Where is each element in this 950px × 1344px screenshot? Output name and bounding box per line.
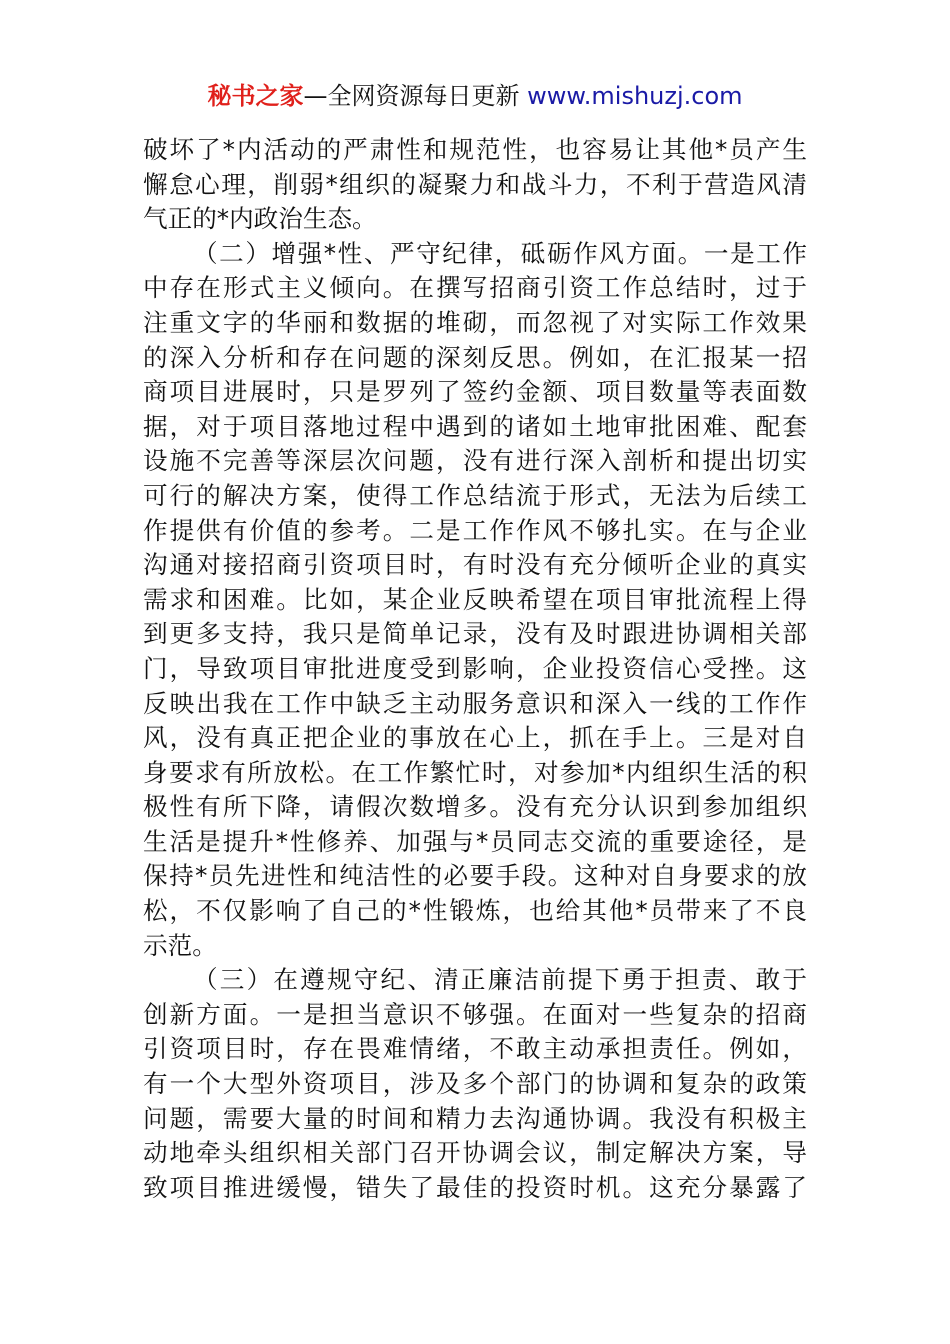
text-line: 作提供有价值的参考。二是工作作风不够扎实。在与企业 xyxy=(143,515,807,545)
text-line: 示范。 xyxy=(143,930,217,960)
text-line: 注重文字的华丽和数据的堆砌，而忽视了对实际工作效果 xyxy=(143,307,807,337)
text-line: 到更多支持，我只是简单记录，没有及时跟进协调相关部 xyxy=(143,619,807,649)
section-heading-line: （二）增强*性、严守纪律，砥砺作风方面。一是工作 xyxy=(193,238,807,268)
text-line: 极性有所下降，请假次数增多。没有充分认识到参加组织 xyxy=(143,792,807,822)
site-url-link[interactable]: www.mishuzj.com xyxy=(527,82,743,110)
text-line: 保持*员先进性和纯洁性的必要手段。这种对自身要求的放 xyxy=(143,861,807,891)
text-line: 风，没有真正把企业的事放在心上，抓在手上。三是对自 xyxy=(143,723,807,753)
text-line: 有一个大型外资项目，涉及多个部门的协调和复杂的政策 xyxy=(143,1069,807,1099)
text-line: 致项目推进缓慢，错失了最佳的投资时机。这充分暴露了 xyxy=(143,1172,807,1202)
text-line: 反映出我在工作中缺乏主动服务意识和深入一线的工作作 xyxy=(143,688,807,718)
section-heading-line: （三）在遵规守纪、清正廉洁前提下勇于担责、敢于 xyxy=(193,965,807,995)
text-line: 需求和困难。比如，某企业反映希望在项目审批流程上得 xyxy=(143,584,807,614)
text-line: 懈怠心理，削弱*组织的凝聚力和战斗力，不利于营造风清 xyxy=(143,169,807,199)
text-line: 门，导致项目审批进度受到影响，企业投资信心受挫。这 xyxy=(143,653,807,683)
site-tagline: —全网资源每日更新 xyxy=(303,82,520,110)
text-line: 气正的*内政治生态。 xyxy=(143,204,377,234)
text-line: 的深入分析和存在问题的深刻反思。例如，在汇报某一招 xyxy=(143,342,807,372)
text-line: 商项目进展时，只是罗列了签约金额、项目数量等表面数 xyxy=(143,377,807,407)
text-line: 据，对于项目落地过程中遇到的诸如土地审批困难、配套 xyxy=(143,411,807,441)
text-line: 引资项目时，存在畏难情绪，不敢主动承担责任。例如， xyxy=(143,1034,807,1064)
site-header xyxy=(0,80,950,112)
text-line: 松，不仅影响了自己的*性锻炼，也给其他*员带来了不良 xyxy=(143,896,807,926)
text-line: 中存在形式主义倾向。在撰写招商引资工作总结时，过于 xyxy=(143,273,807,303)
text-line: 破坏了*内活动的严肃性和规范性，也容易让其他*员产生 xyxy=(143,135,807,164)
text-line: 生活是提升*性修养、加强与*员同志交流的重要途径，是 xyxy=(143,826,807,856)
text-line: 身要求有所放松。在工作繁忙时，对参加*内组织生活的积 xyxy=(143,757,807,787)
text-line: 问题，需要大量的时间和精力去沟通协调。我没有积极主 xyxy=(143,1103,807,1133)
text-line: 动地牵头组织相关部门召开协调会议，制定解决方案，导 xyxy=(143,1138,807,1168)
text-line: 创新方面。一是担当意识不够强。在面对一些复杂的招商 xyxy=(143,999,807,1029)
site-brand: 秘书之家 xyxy=(207,82,304,110)
text-line: 设施不完善等深层次问题，没有进行深入剖析和提出切实 xyxy=(143,446,807,476)
text-line: 沟通对接招商引资项目时，有时没有充分倾听企业的真实 xyxy=(143,550,807,580)
text-line: 可行的解决方案，使得工作总结流于形式，无法为后续工 xyxy=(143,480,807,510)
document-body xyxy=(143,133,807,1205)
